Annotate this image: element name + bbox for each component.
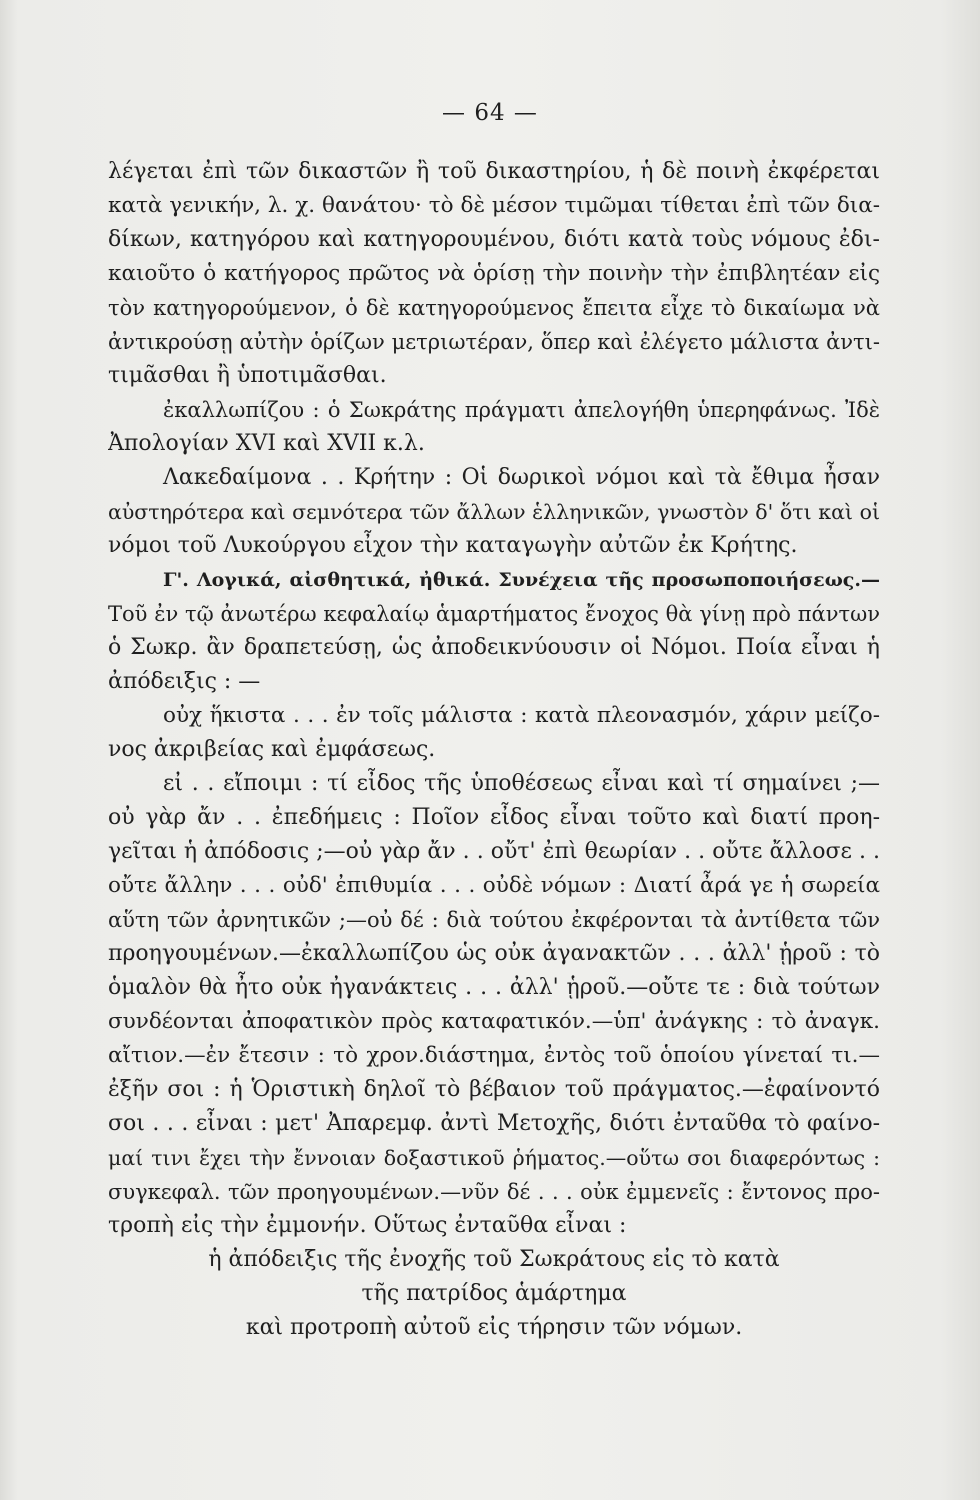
text-line: Ἀπολογίαν XVI καὶ XVII κ.λ. [108,431,425,456]
text-line: τιμᾶσθαι ἢ ὑποτιμᾶσθαι. [108,363,387,388]
text-line: ἀντικρούσῃ αὐτὴν ὁρίζων μετριωτέραν, ὅπερ καὶ ἐλέγετο μάλιστα ἀντι- [108,330,880,354]
text-line: ὁμαλὸν θὰ ἦτο οὐκ ἠγανάκτεις . . . ἀλλ' ᾑροῦ.—οὔτε τε : διὰ τούτων [108,975,880,1000]
text-line: καιοῦτο ὁ κατήγορος πρῶτος νὰ ὁρίσῃ τὴν ποινὴν τὴν ἐπιβλητέαν εἰς [108,261,880,286]
text-line: εἰ . . εἴποιμι : τί εἶδος τῆς ὑποθέσεως εἶναι καὶ τί σημαίνει ;— [163,771,880,796]
text-line: νος ἀκριβείας καὶ ἐμφάσεως. [108,737,436,762]
text-line: αὕτη τῶν ἀρνητικῶν ;—οὐ δέ : διὰ τούτου ἐκφέρονται τὰ ἀντίθετα τῶν [108,908,880,932]
text-line: προηγουμένων.—ἐκαλλωπίζου ὡς οὐκ ἀγανακτῶν . . . ἀλλ' ᾑροῦ : τὸ [108,941,880,966]
page-number: — 64 — [442,100,538,126]
text-line: οὐ γὰρ ἄν . . ἐπεδήμεις : Ποῖον εἶδος εἶναι τοῦτο καὶ διατί προη- [108,805,880,830]
text-line: οὐχ ἥκιστα . . . ἐν τοῖς μάλιστα : κατὰ πλεονασμόν, χάριν μείζο- [163,703,880,728]
text-line: Λακεδαίμονα . . Κρήτην : Οἱ δωρικοὶ νόμοι καὶ τὰ ἔθιμα ἦσαν [163,465,880,490]
summary-line: τῆς πατρίδος ἁμάρτημα [361,1281,627,1306]
text-line: αἴτιον.—ἐν ἔτεσιν : τὸ χρον.διάστημα, ἐντὸς τοῦ ὁποίου γίνεταί τι.— [108,1043,880,1068]
text-line: ἐκαλλωπίζου : ὁ Σωκράτης πράγματι ἀπελογήθη ὑπερηφάνως. Ἰδὲ [163,398,880,422]
text-line: λέγεται ἐπὶ τῶν δικαστῶν ἢ τοῦ δικαστηρίου, ἡ δὲ ποινὴ ἐκφέρεται [108,159,880,184]
page-body [108,155,880,1345]
text-line: κατὰ γενικήν, λ. χ. θανάτου· τὸ δὲ μέσον τιμῶμαι τίθεται ἐπὶ τῶν δια- [108,193,880,218]
text-line: οὔτε ἄλλην . . . οὐδ' ἐπιθυμία . . . οὐδὲ νόμων : Διατί ἆρά γε ἡ σωρεία [108,873,880,898]
text-line: αὐστηρότερα καὶ σεμνότερα τῶν ἄλλων ἑλληνικῶν, γνωστὸν δ' ὅτι καὶ οἱ [108,500,880,524]
text-line: σοι . . . εἶναι : μετ' Ἀπαρεμφ. ἀντὶ Μετοχῆς, διότι ἐνταῦθα τὸ φαίνο- [108,1111,880,1136]
section-heading: Γ'. Λογικά, αἰσθητικά, ἠθικά. Συνέχεια τῆς προσωποποιήσεως.— [163,569,880,591]
text-line: ὁ Σωκρ. ἂν δραπετεύσῃ, ὡς ἀποδεικνύουσιν οἱ Νόμοι. Ποία εἶναι ἡ [108,635,880,660]
text-line: δίκων, κατηγόρου καὶ κατηγορουμένου, διότι κατὰ τοὺς νόμους ἐδι- [108,227,880,252]
text-line: τροπὴ εἰς τὴν ἐμμονήν. Οὕτως ἐνταῦθα εἶναι : [108,1213,627,1238]
text-line: γεῖται ἡ ἀπόδοσις ;—οὐ γὰρ ἄν . . οὔτ' ἐπὶ θεωρίαν . . οὔτε ἄλλοσε . . [108,839,880,864]
summary-line: καὶ προτροπὴ αὐτοῦ εἰς τήρησιν τῶν νόμων. [245,1315,743,1340]
summary-line: ἡ ἀπόδειξις τῆς ἐνοχῆς τοῦ Σωκράτους εἰς τὸ κατὰ [208,1247,780,1272]
text-line: μαί τινι ἔχει τὴν ἔννοιαν δοξαστικοῦ ῥήματος.—οὕτω σοι διαφερόντως : [108,1146,880,1170]
text-line: ἀπόδειξις : — [108,669,261,694]
text-line: νόμοι τοῦ Λυκούργου εἶχον τὴν καταγωγὴν αὐτῶν ἐκ Κρήτης. [108,533,798,558]
text-line: ἐξῆν σοι : ἡ Ὁριστικὴ δηλοῖ τὸ βέβαιον τοῦ πράγματος.—ἐφαίνοντό [108,1077,880,1102]
text-line: τὸν κατηγορούμενον, ὁ δὲ κατηγορούμενος ἔπειτα εἶχε τὸ δικαίωμα νὰ [108,296,880,320]
text-line: συνδέονται ἀποφατικὸν πρὸς καταφατικόν.—ὑπ' ἀνάγκης : τὸ ἀναγκ. [108,1009,880,1034]
text-line: Τοῦ ἐν τῷ ἀνωτέρω κεφαλαίῳ ἁμαρτήματος ἔνοχος θὰ γίνῃ πρὸ πάντων [108,602,880,626]
text-line: συγκεφαλ. τῶν προηγουμένων.—νῦν δέ . . . οὐκ ἐμμενεῖς : ἔντονος προ- [108,1180,880,1204]
